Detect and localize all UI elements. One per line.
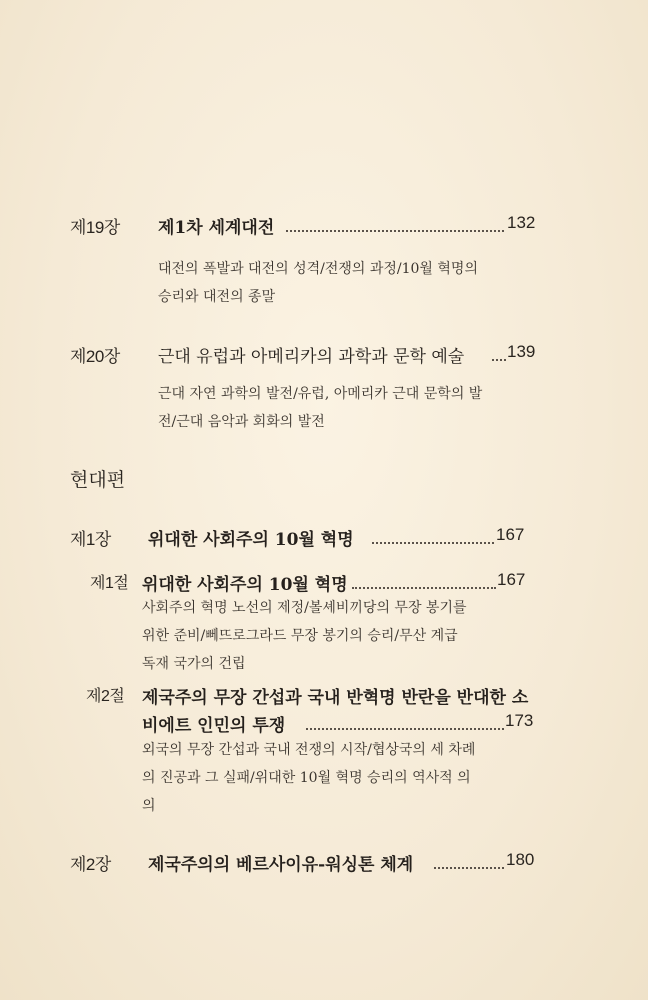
chapter-description [158,380,482,436]
chapter-description [158,255,478,311]
dot-leader [286,230,504,232]
chapter-number: 제2장 [70,855,111,874]
description-line: 위한 준비/뻬뜨로그라드 무장 봉기의 승리/무산 계급 [142,628,458,644]
page-number: 173 [505,711,534,730]
dot-leader [434,867,504,869]
description-line: 사회주의 혁명 노선의 제정/볼셰비끼당의 무장 봉기를 [142,600,467,616]
dot-leader [372,542,494,544]
chapter-number: 제20장 [70,347,120,366]
section-title-entry: 제국주의 무장 간섭과 국내 반혁명 반란을 반대한 소 [142,688,529,708]
page-number: 139 [507,342,536,361]
page-number: 167 [496,525,525,544]
section-title: 현대편 [70,469,126,491]
description-line: 의 진공과 그 실패/위대한 10월 혁명 승리의 역사적 의 [142,770,471,786]
section-number: 제1절 [90,575,129,592]
section-description [142,594,467,678]
chapter-title: 제국주의의 베르사이유-워싱톤 체계 [148,855,414,875]
description-line: 승리와 대전의 종말 [158,289,276,305]
page-number: 180 [506,850,535,869]
description-line: 의 [142,798,156,814]
description-line: 독재 국가의 건립 [142,656,246,672]
description-line: 외국의 무장 간섭과 국내 전쟁의 시작/협상국의 세 차례 [142,742,476,758]
section-title-entry-continued: 비에트 인민의 투쟁 [142,716,286,736]
description-line: 대전의 폭발과 대전의 성격/전쟁의 과정/10월 혁명의 [158,261,478,277]
chapter-title: 근대 유럽과 아메리카의 과학과 문학 예술 [158,347,465,367]
dot-leader [306,728,504,730]
section-title-entry: 위대한 사회주의 10월 혁명 [142,575,348,595]
description-line: 전/근대 음악과 회화의 발전 [158,414,325,430]
chapter-title: 위대한 사회주의 10월 혁명 [148,530,354,550]
chapter-title: 제1차 세계대전 [158,218,275,238]
description-line: 근대 자연 과학의 발전/유럽, 아메리카 근대 문학의 발 [158,386,483,402]
dot-leader [492,359,506,361]
section-number: 제2절 [86,688,125,705]
chapter-number: 제19장 [70,218,120,237]
chapter-number: 제1장 [70,530,111,549]
section-description [142,736,475,820]
dot-leader [352,587,496,589]
page-number: 167 [497,570,526,589]
page-number: 132 [507,213,536,232]
